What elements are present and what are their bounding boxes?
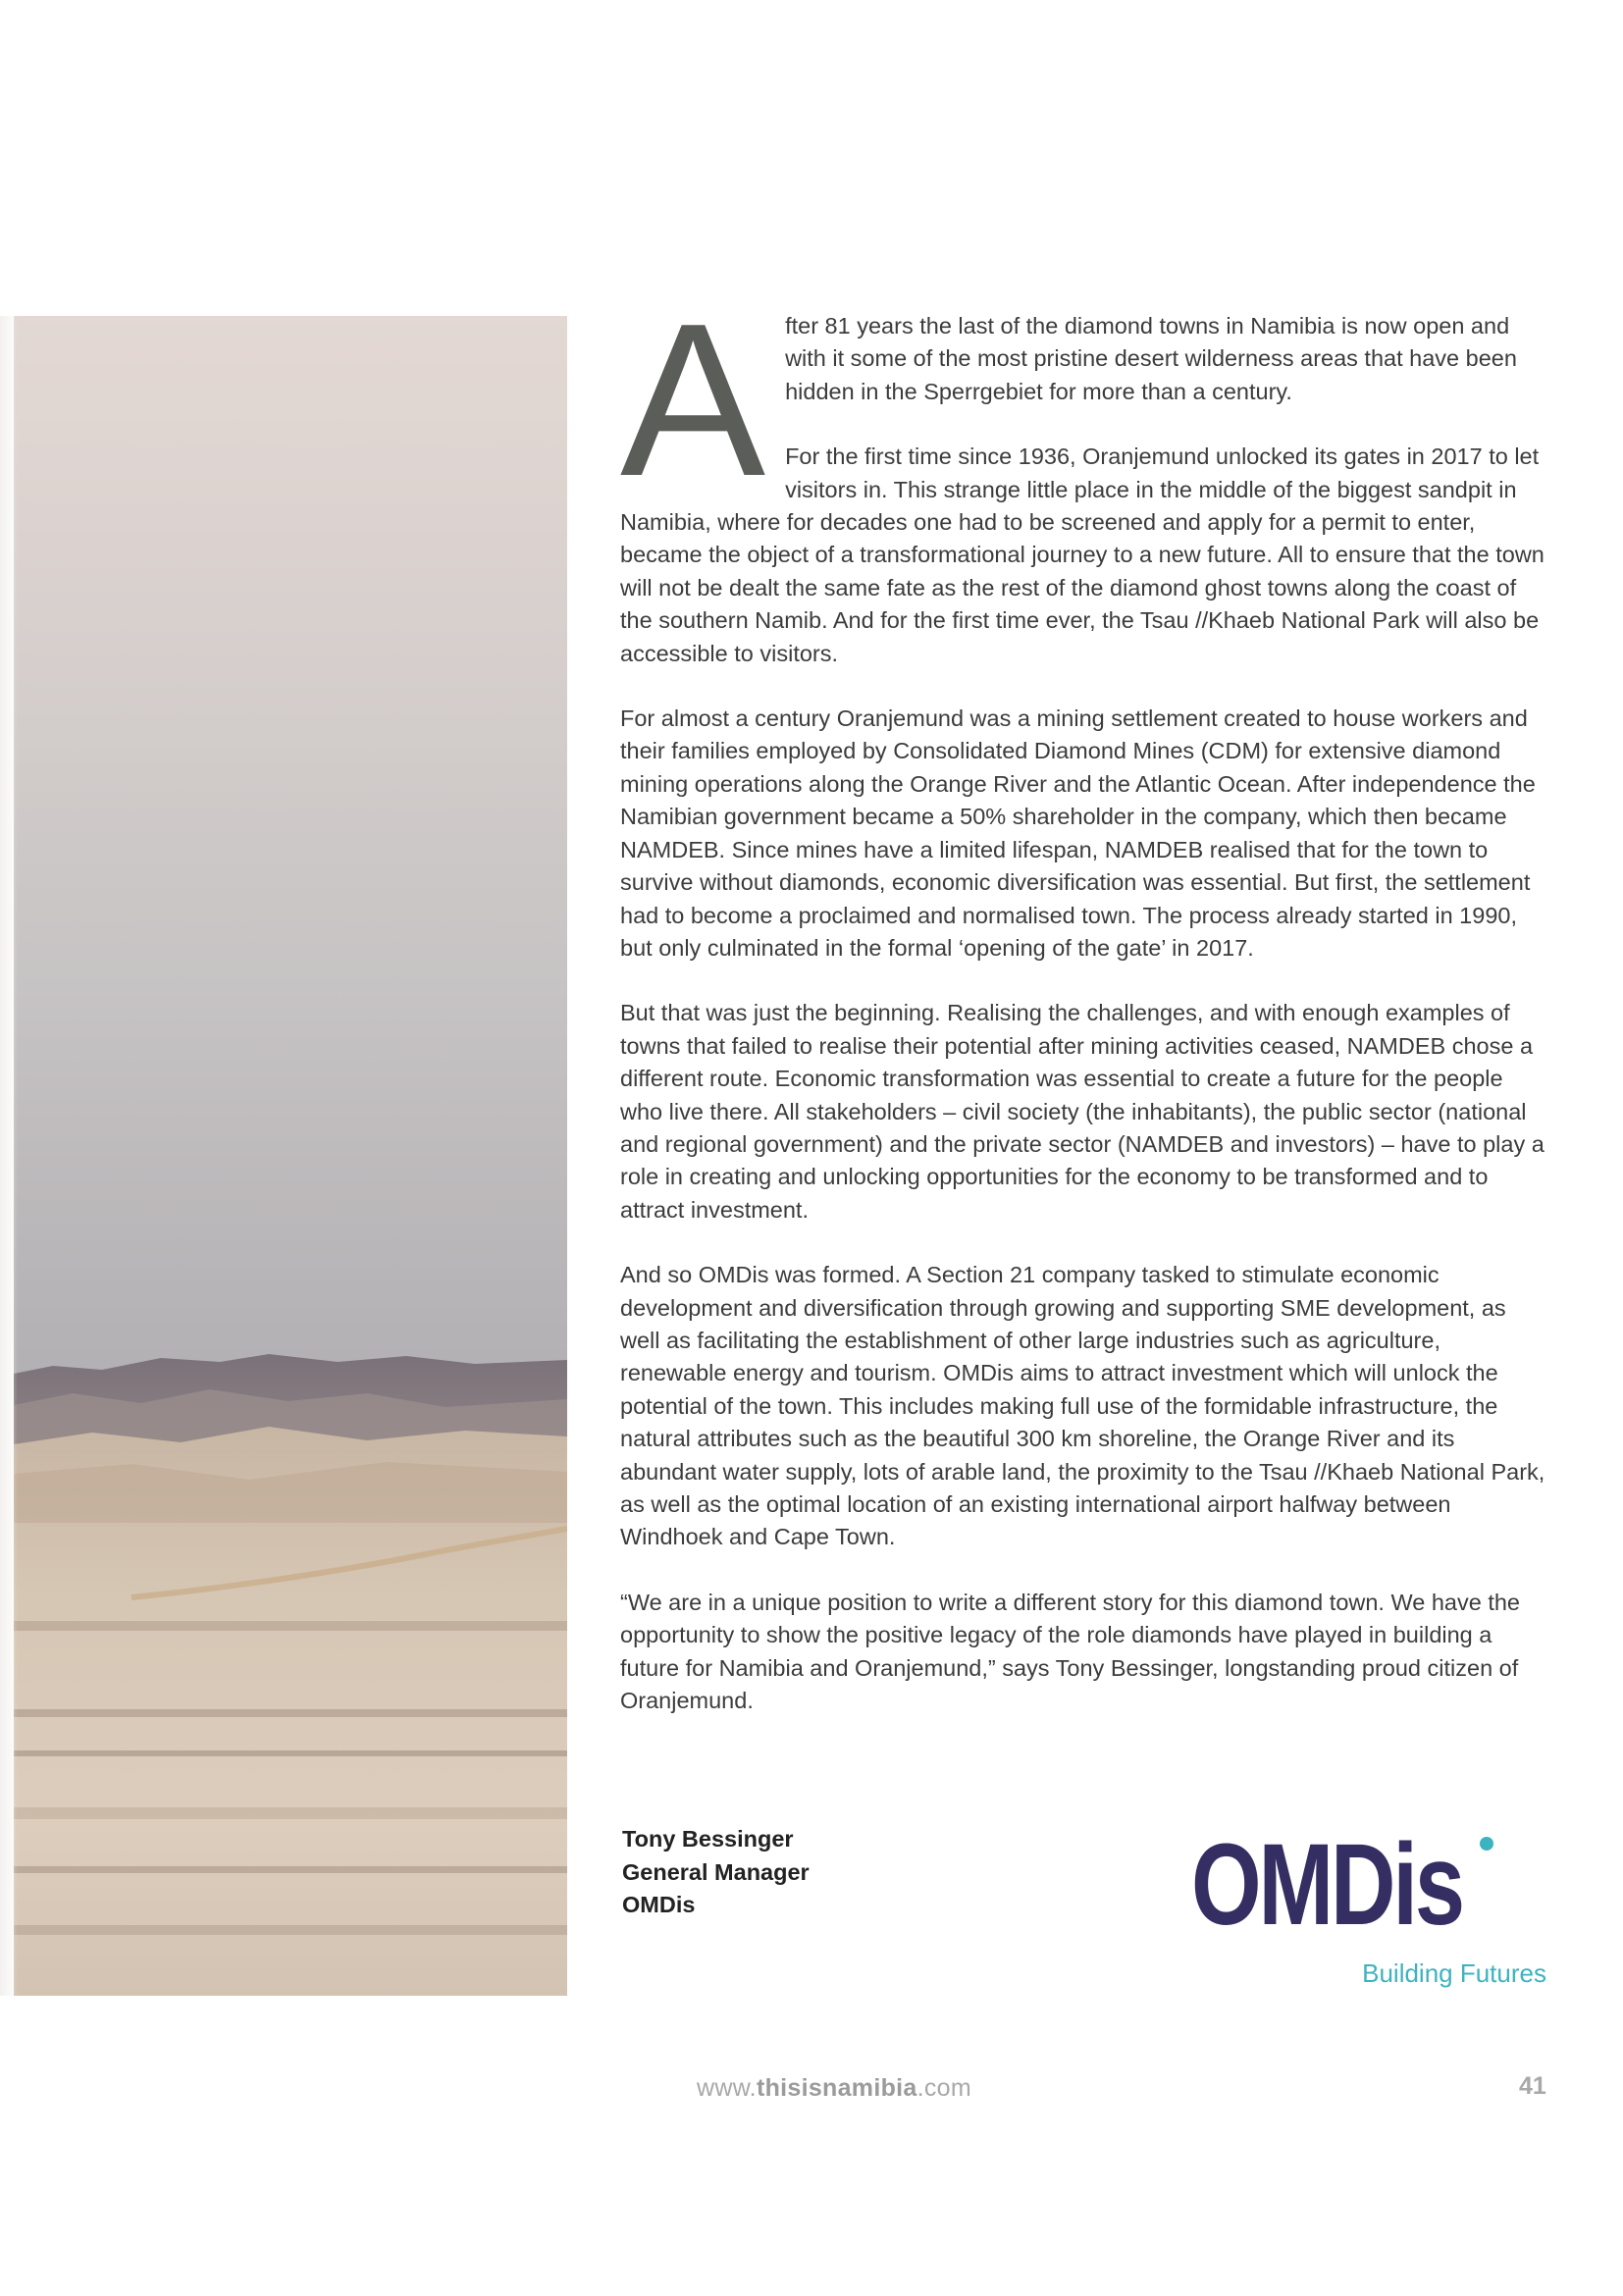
desert-landscape-photo bbox=[14, 316, 567, 1996]
paragraph-4: But that was just the beginning. Realising the challenges, and with enough examples of towns that failed to realise their potential after mining activities ceased, NAMDEB chose a different route. Economic transformation was essential to create a future for the people who live there. All stakeholders – civil society (the inhabitants), the public sector (national and regional government) and the private sector (NAMDEB and investors) – have to play a role in creating and unlocking opportunities for the economy to be transformed and to attract investment. bbox=[620, 1000, 1544, 1223]
signature-name: Tony Bessinger bbox=[622, 1826, 794, 1852]
photo-torn-edge bbox=[0, 316, 18, 1996]
paragraph-3: For almost a century Oranjemund was a mining settlement created to house workers and their families employed by Consolidated Diamond Mines (CDM) for extensive diamond mining operations along the Orange River and the Atlantic Ocean. After independence the Namibian government became a 50% shareholder in the company, which then became NAMDEB. Since mines have a limited lifespan, NAMDEB realised that for the town to survive without diamonds, economic diversification was essential. But first, the settlement had to become a proclaimed and normalised town. The process already started in 1990, but only culminated in the formal ‘opening of the gate’ in 2017. bbox=[620, 705, 1536, 961]
omdis-logo bbox=[1185, 1820, 1548, 1994]
logo-dot-icon bbox=[1480, 1837, 1493, 1851]
footer-url-prefix: www. bbox=[697, 2074, 757, 2102]
paragraph-2: For the first time since 1936, Oranjemund unlocked its gates in 2017 to let visitors in. This strange little place in the middle of the biggest sandpit in Namibia, where for decades one had to be screened and apply for a permit to enter, became the object of a transformational journey to a new future. All to ensure that the town will not be dealt the same fate as the rest of the diamond ghost towns along the coast of the southern Namib. And for the first time ever, the Tsau //Khaeb National Park will also be accessible to visitors. bbox=[620, 444, 1544, 666]
logo-wordmark: OMDis bbox=[1191, 1820, 1462, 1950]
paragraph-5: And so OMDis was formed. A Section 21 company tasked to stimulate economic development and diversification through growing and supporting SME development, as well as facilitating the establishment of other large industries such as agriculture, renewable energy and tourism. OMDis aims to attract investment which will unlock the potential of the town. This includes making full use of the formidable infrastructure, the natural attributes such as the beautiful 300 km shoreline, the Orange River and its abundant water supply, lots of arable land, the proximity to the Tsau //Khaeb National Park, as well as the optimal location of an existing international airport halfway between Windhoek and Cape Town. bbox=[620, 1262, 1545, 1550]
signature-block bbox=[622, 1823, 810, 1922]
page-number: 41 bbox=[1519, 2072, 1546, 2100]
signature-organisation: OMDis bbox=[622, 1892, 696, 1917]
paragraph-1: fter 81 years the last of the diamond towns in Namibia is now open and with it some of the most pristine desert wilderness areas that have been hidden in the Sperrgebiet for more than a century. bbox=[785, 313, 1517, 404]
logo-tagline: Building Futures bbox=[1362, 1958, 1546, 1988]
paragraph-6: “We are in a unique position to write a different story for this diamond town. We have the opportunity to show the positive legacy of the role diamonds have played in building a future for Namibia and Oranjemund,” says Tony Bessinger, longstanding proud citizen of Oranjemund. bbox=[620, 1589, 1520, 1714]
article-body bbox=[620, 279, 1547, 1749]
drop-cap: A bbox=[620, 279, 766, 522]
footer-url bbox=[697, 2074, 971, 2103]
footer-url-suffix: .com bbox=[916, 2074, 971, 2102]
desert-landscape-illustration bbox=[14, 316, 567, 1996]
footer-url-domain: thisisnamibia bbox=[756, 2074, 917, 2102]
signature-title: General Manager bbox=[622, 1858, 810, 1885]
